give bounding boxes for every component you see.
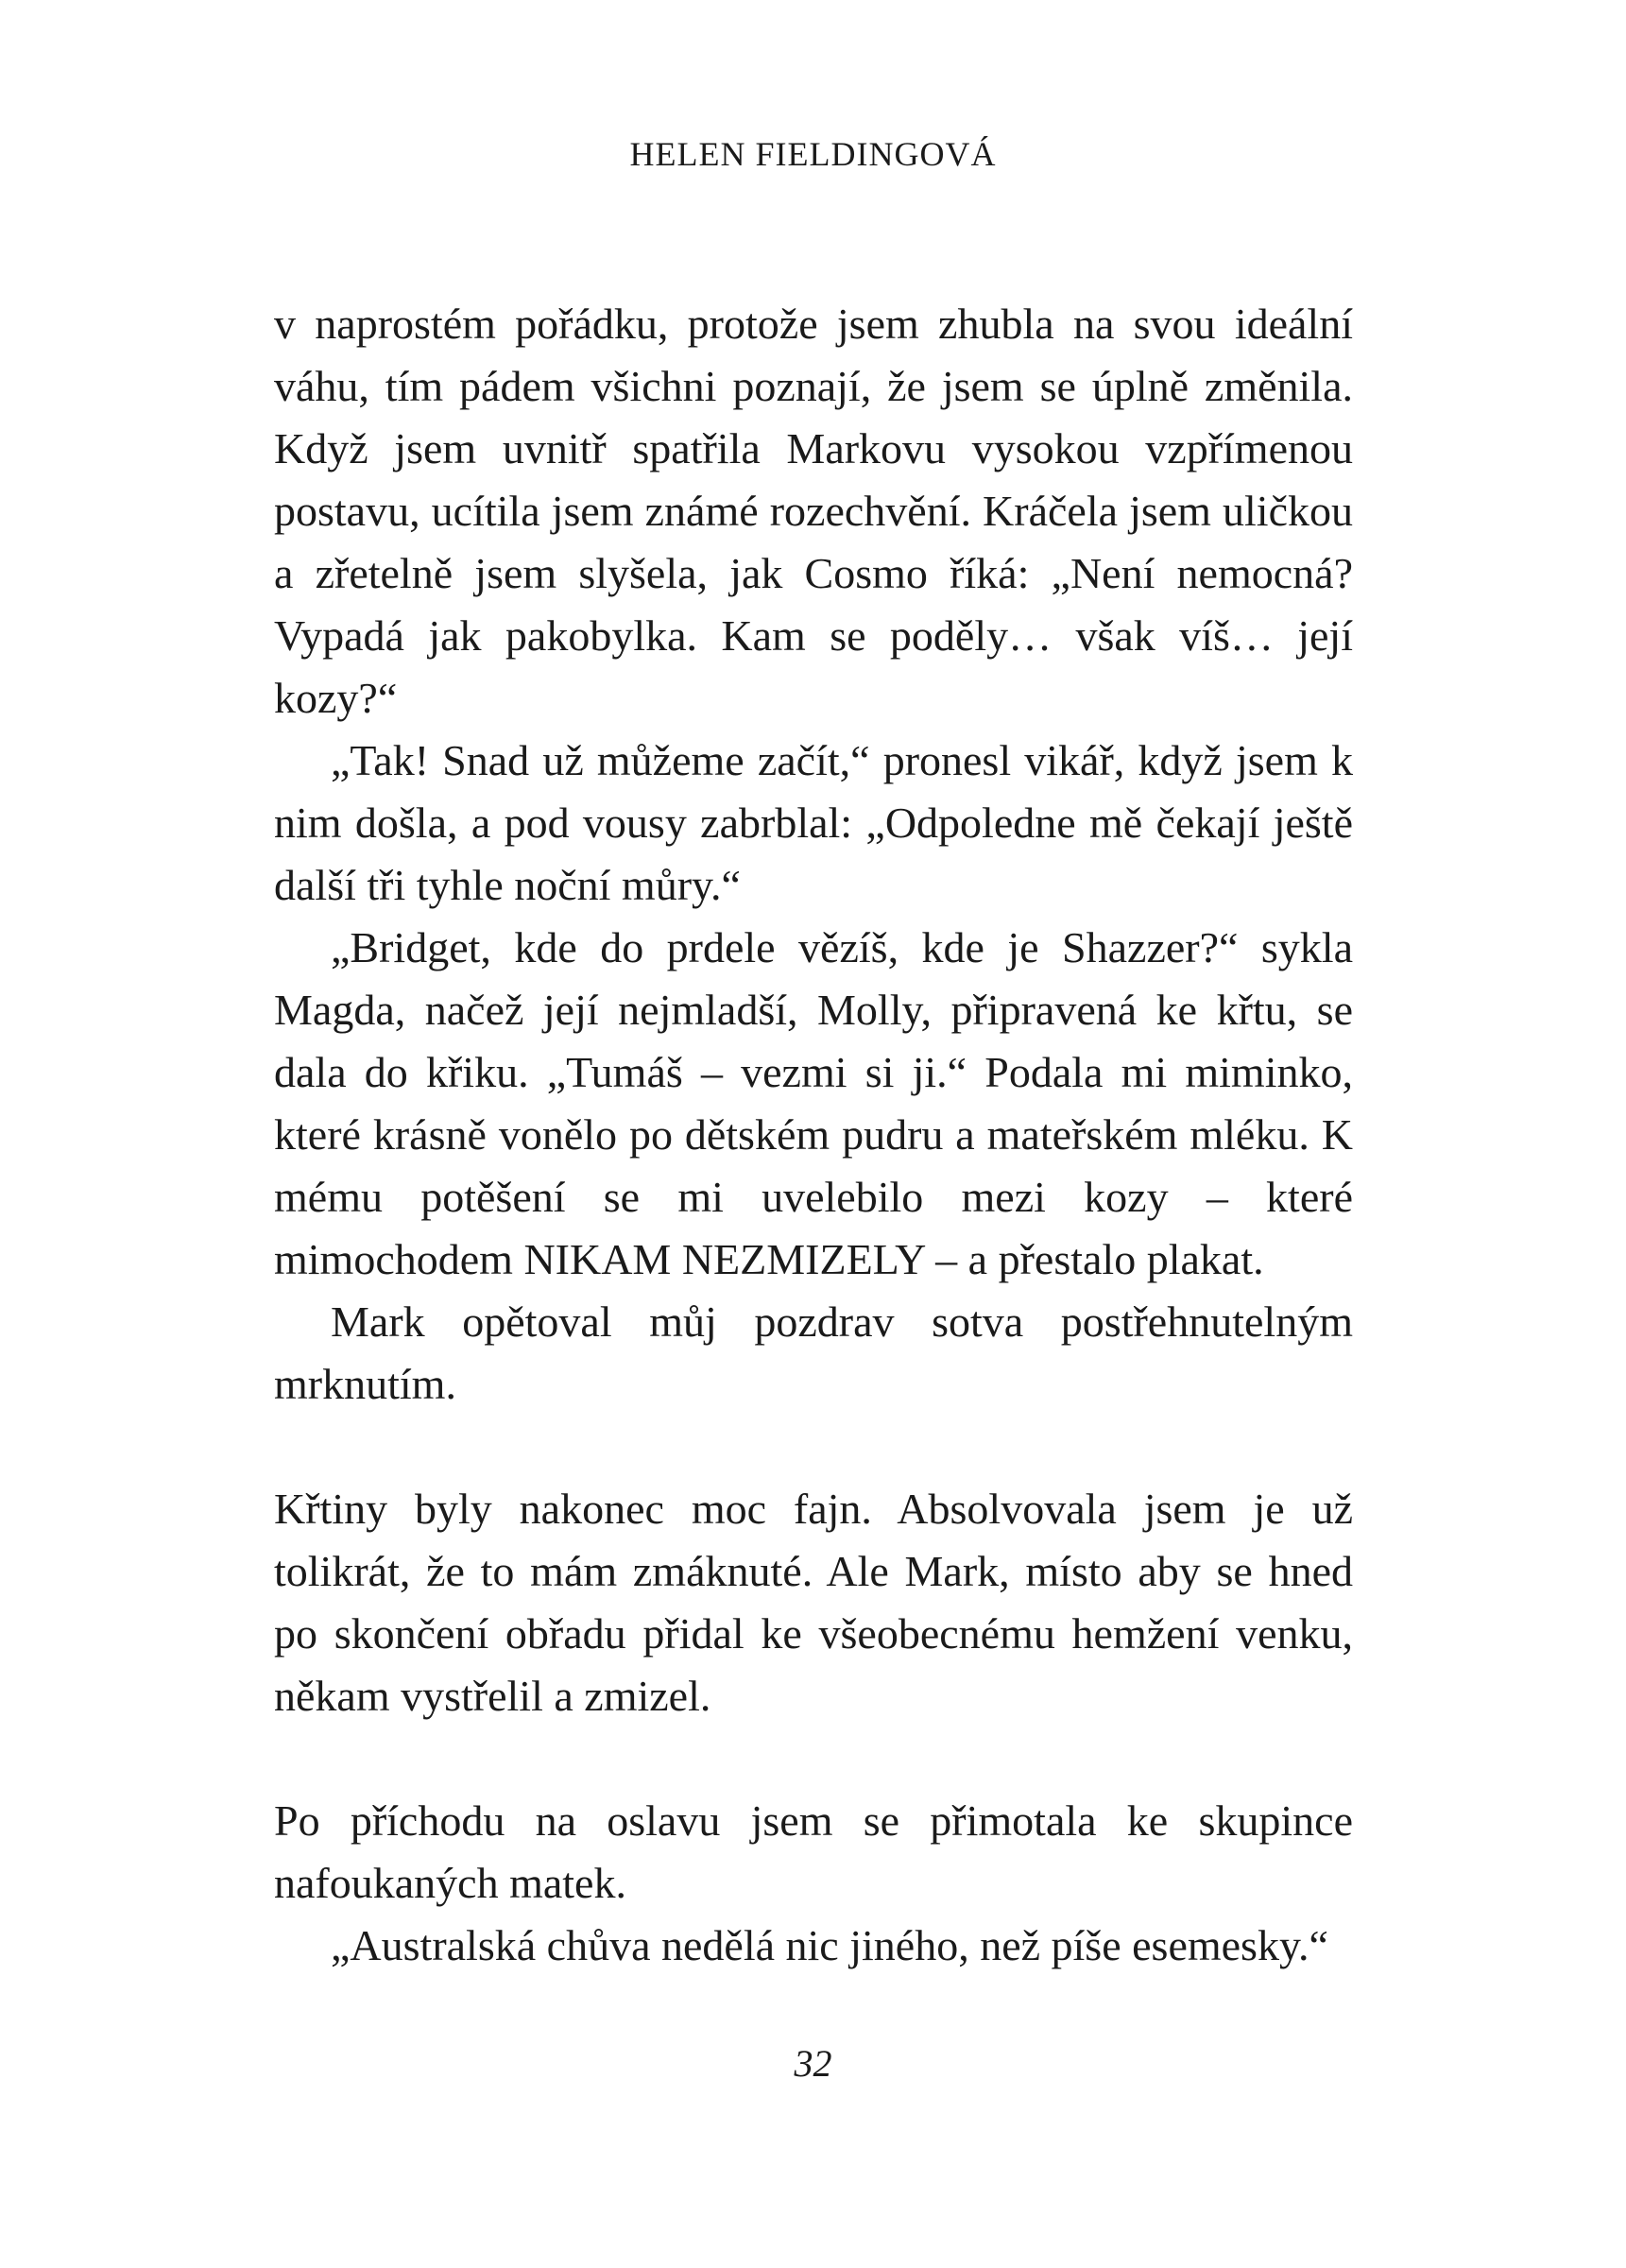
body-text xyxy=(274,293,1353,1977)
paragraph: v naprostém pořádku, protože jsem zhubla na svou ideální váhu, tím pádem všichni poznají, že jsem se úplně změnila. Když jsem uvnitř spatřila Markovu vysokou vzpřímenou postavu, ucítila jsem známé rozechvění. Kráčela jsem uličkou a zřetelně jsem slyšela, jak Cosmo říká: „Není nemocná? Vypadá jak pakobylka. Kam se poděly… však víš… její kozy?“ xyxy=(274,300,1353,722)
paragraph: Křtiny byly nakonec moc fajn. Absolvovala jsem je už tolikrát, že to mám zmáknuté. Ale Mark, místo aby se hned po skončení obřadu přidal ke všeobecnému hemžení venku, někam vystřelil a zmizel. xyxy=(274,1485,1353,1720)
paragraph: Po příchodu na oslavu jsem se přimotala ke skupince nafoukaných matek. xyxy=(274,1796,1353,1907)
page-number: 32 xyxy=(794,2042,832,2085)
paragraph: „Tak! Snad už můžeme začít,“ pronesl vikář, když jsem k nim došla, a pod vousy zabrblal: „Odpoledne mě čekají ještě další tři tyhle noční můry.“ xyxy=(274,736,1353,909)
running-head: HELEN FIELDINGOVÁ xyxy=(629,135,997,173)
paragraph: „Australská chůva nedělá nic jiného, než píše esemesky.“ xyxy=(331,1921,1328,1969)
paragraph: Mark opětoval můj pozdrav sotva postřehnutelným mrknutím. xyxy=(274,1297,1353,1408)
paragraph: „Bridget, kde do prdele vězíš, kde je Shazzer?“ sykla Magda, načež její nejmladší, Molly, připravená ke křtu, se dala do křiku. „Tumáš – vezmi si ji.“ Podala mi miminko, které krásně vonělo po dětském pudru a mateřském mléku. K mému potěšení se mi uvelebilo mezi kozy – které mimochodem NIKAM NEZMIZELY – a přestalo plakat. xyxy=(274,923,1353,1283)
